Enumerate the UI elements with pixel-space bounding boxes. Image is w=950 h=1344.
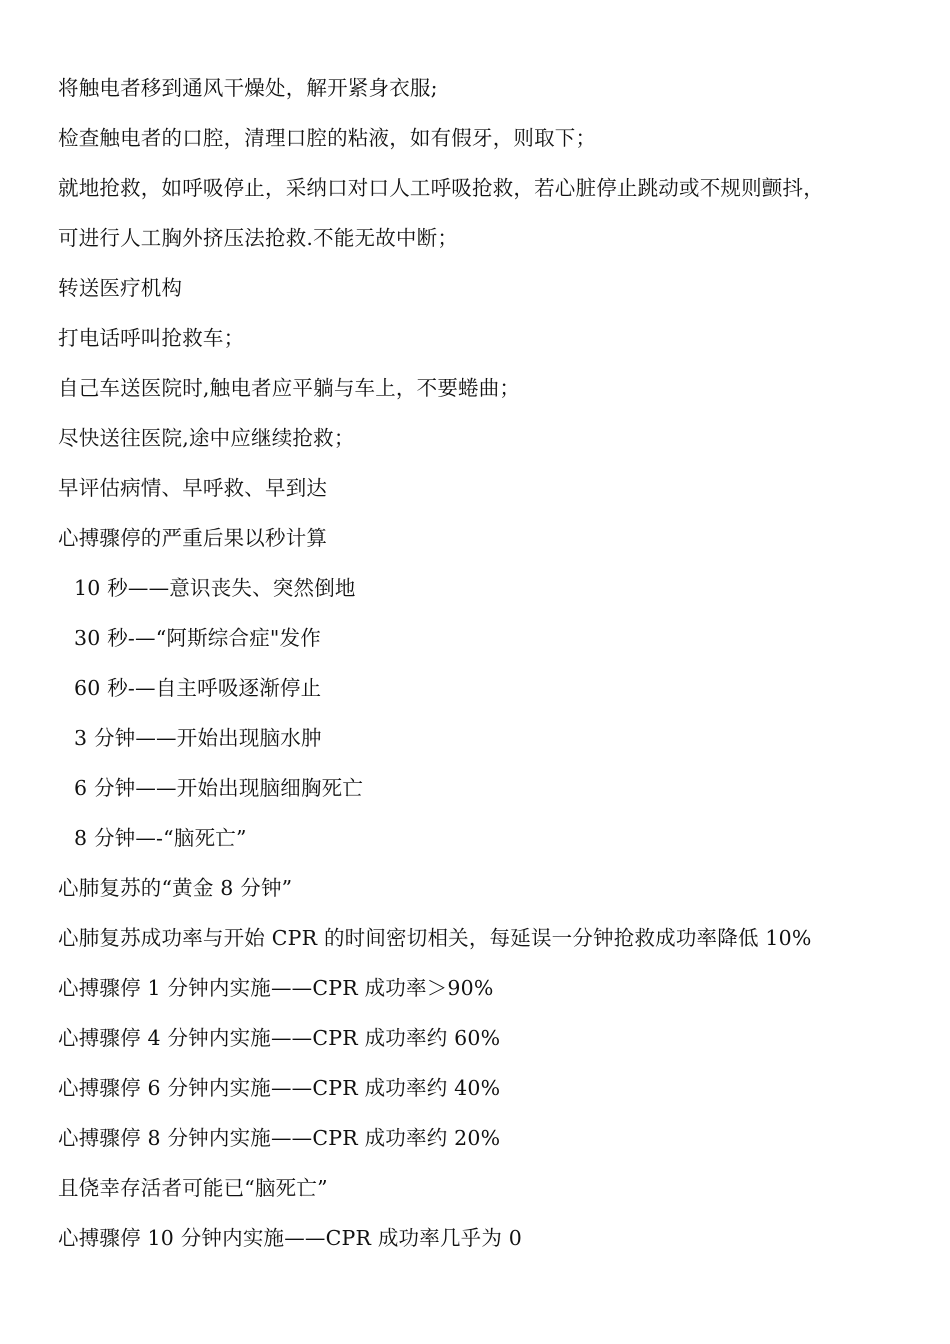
text-line-13: 60 秒-—自主呼吸逐渐停止: [74, 676, 322, 700]
document-body: [58, 68, 918, 1268]
text-line-22: 心搏骤停 8 分钟内实施——CPR 成功率约 20%: [58, 1126, 501, 1150]
text-line-8: 尽快送往医院,途中应继续抢救；: [58, 426, 355, 450]
text-line-14: 3 分钟——开始出现脑水肿: [74, 726, 322, 750]
text-line-24: 心搏骤停 10 分钟内实施——CPR 成功率几乎为 0: [58, 1226, 523, 1250]
text-line-1: 将触电者移到通风干燥处，解开紧身衣服;: [58, 76, 438, 100]
text-line-9: 早评估病情、早呼救、早到达: [58, 476, 328, 500]
text-line-23: 且侥幸存活者可能已“脑死亡”: [58, 1176, 328, 1200]
text-line-12: 30 秒-—“阿斯综合症"发作: [74, 626, 321, 650]
text-line-10: 心搏骤停的严重后果以秒计算: [58, 526, 328, 550]
text-line-11: 10 秒——意识丧失、突然倒地: [74, 576, 356, 600]
text-line-3: 就地抢救，如呼吸停止，采纳口对口人工呼吸抢救，若心脏停止跳动或不规则颤抖，: [58, 176, 824, 200]
text-line-17: 心肺复苏的“黄金 8 分钟”: [58, 876, 293, 900]
text-line-20: 心搏骤停 4 分钟内实施——CPR 成功率约 60%: [58, 1026, 501, 1050]
text-line-2: 检查触电者的口腔，清理口腔的粘液，如有假牙，则取下；: [58, 126, 597, 150]
text-line-6: 打电话呼叫抢救车；: [58, 326, 245, 350]
text-line-5: 转送医疗机构: [58, 276, 183, 300]
text-line-15: 6 分钟——开始出现脑细胸死亡: [74, 776, 364, 800]
text-line-21: 心搏骤停 6 分钟内实施——CPR 成功率约 40%: [58, 1076, 501, 1100]
text-line-19: 心搏骤停 1 分钟内实施——CPR 成功率＞90%: [58, 976, 494, 1000]
text-line-7: 自己车送医院时,触电者应平躺与车上，不要蜷曲；: [58, 376, 521, 400]
text-line-16: 8 分钟—-“脑死亡”: [74, 826, 247, 850]
text-line-18: 心肺复苏成功率与开始 CPR 的时间密切相关，每延误一分钟抢救成功率降低 10%: [58, 926, 812, 950]
text-line-4: 可进行人工胸外挤压法抢救.不能无故中断；: [58, 226, 459, 250]
